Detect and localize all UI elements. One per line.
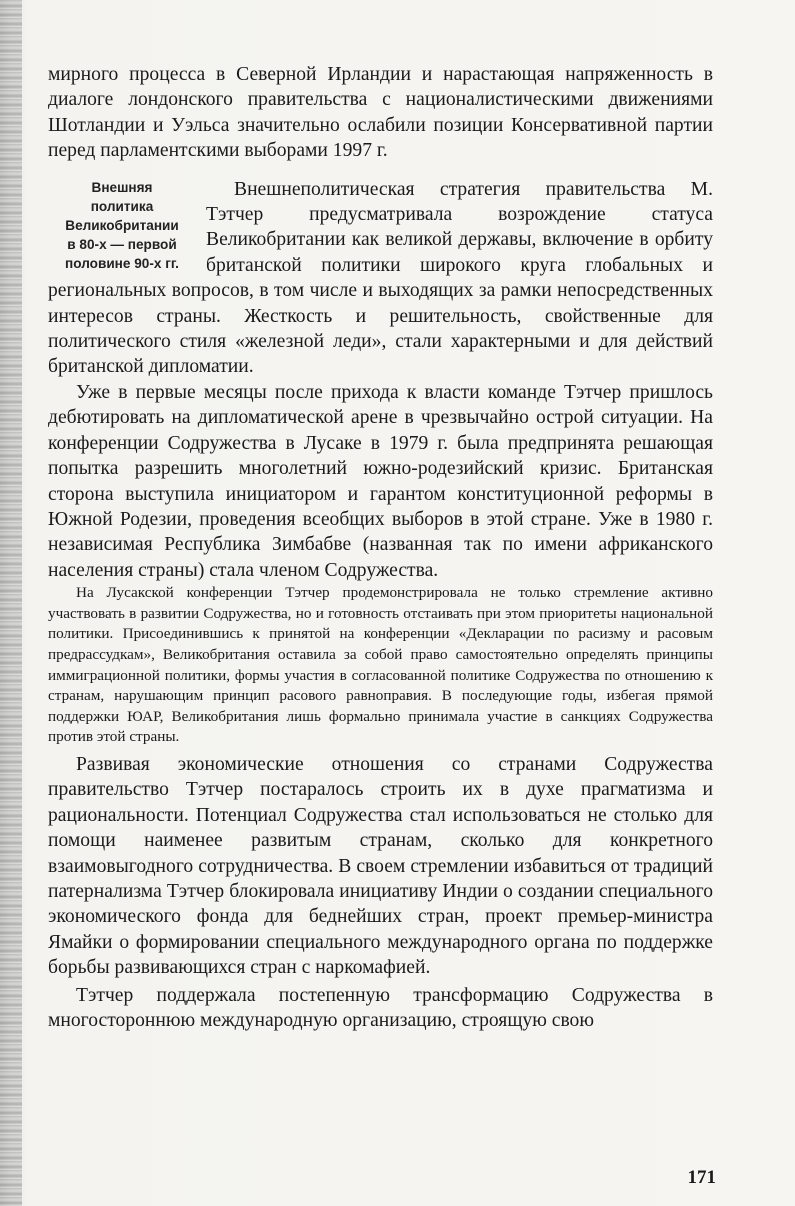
margin-heading	[48, 178, 196, 273]
paragraph-continuation: мирного процесса в Северной Ирландии и нарастающая напряженность в диалоге лондонского правительства с националистическими движениями Шотландии и Уэльса значительно ослабили позиции Консервативной партии перед парламентскими выборами 1997 г.	[48, 64, 713, 162]
paragraph-lusaka: Уже в первые месяцы после прихода к власти команде Тэтчер пришлось дебютировать на дипломатической арене в чрезвычайно острой ситуации. На конференции Содружества в Лусаке в 1979 г. была предпринята решающая попытка разрешить многолетний южно-родезийский кризис. Британская сторона выступила инициатором и гарантом конституционной реформы в Южной Родезии, проведения всеобщих выборов в этой стране. Уже в 1980 г. независимая Республика Зимбабве (названная так по имени африканского населения страны) стала членом Содружества.	[48, 381, 713, 581]
paragraph-transformation: Тэтчер поддержала постепенную трансформацию Содружества в многостороннюю международную организацию, строящую свою	[48, 984, 713, 1031]
margin-heading-line: в 80-х — первой	[67, 236, 177, 252]
page-binding-shadow	[0, 0, 22, 1206]
paragraph-small-print: На Лусакской конференции Тэтчер продемонстрировала не только стремление активно участвовать в развитии Содружества, но и готовность отстаивать при этом приоритеты национальной политики. Присоединившись к принятой на конференции «Декларации по расизму и расовым предрассудкам», Великобритания оставила за собой право самостоятельно определять принципы иммиграционной политики, формы участия в согласованной политике Содружества по отношению к странам, нарушающим принцип расового равноправия. В последующие годы, избегая прямой поддержки ЮАР, Великобритания лишь формально принимала участие в санкциях Содружества против этой страны.	[48, 584, 713, 746]
page-text	[48, 62, 713, 1033]
margin-heading-line: политика	[90, 198, 154, 214]
margin-heading-line: Великобритании	[65, 217, 179, 233]
section-gap	[48, 164, 713, 177]
margin-heading-line: половине 90-х гг.	[65, 255, 179, 271]
page-number: 171	[687, 1167, 716, 1188]
paragraph-foreign-policy: Внешнеполитическая стратегия правительства М. Тэтчер предусматривала возрождение статуса Великобритании как великой державы, включение в орбиту британской политики широкого круга глобальных и региональных вопросов, в том числе и выходящих за рамки непосредственных интересов страны. Жесткость и решительность, свойственные для политического стиля «железной леди», стали характерными и для действий британской дипломатии.	[48, 178, 713, 378]
paragraph-economic: Развивая экономические отношения со странами Содружества правительство Тэтчер постаралось строить их в духе прагматизма и рациональности. Потенциал Содружества стал использоваться не столько для помощи наименее развитым странам, сколько для конкретного взаимовыгодного сотрудничества. В своем стремлении избавиться от традиций патернализма Тэтчер блокировала инициативу Индии о создании специального экономического фонда для беднейших стран, проект премьер-министра Ямайки о формировании специального международного органа по поддержке борьбы развивающихся стран с наркомафией.	[48, 753, 713, 979]
margin-heading-line: Внешняя	[91, 179, 153, 195]
